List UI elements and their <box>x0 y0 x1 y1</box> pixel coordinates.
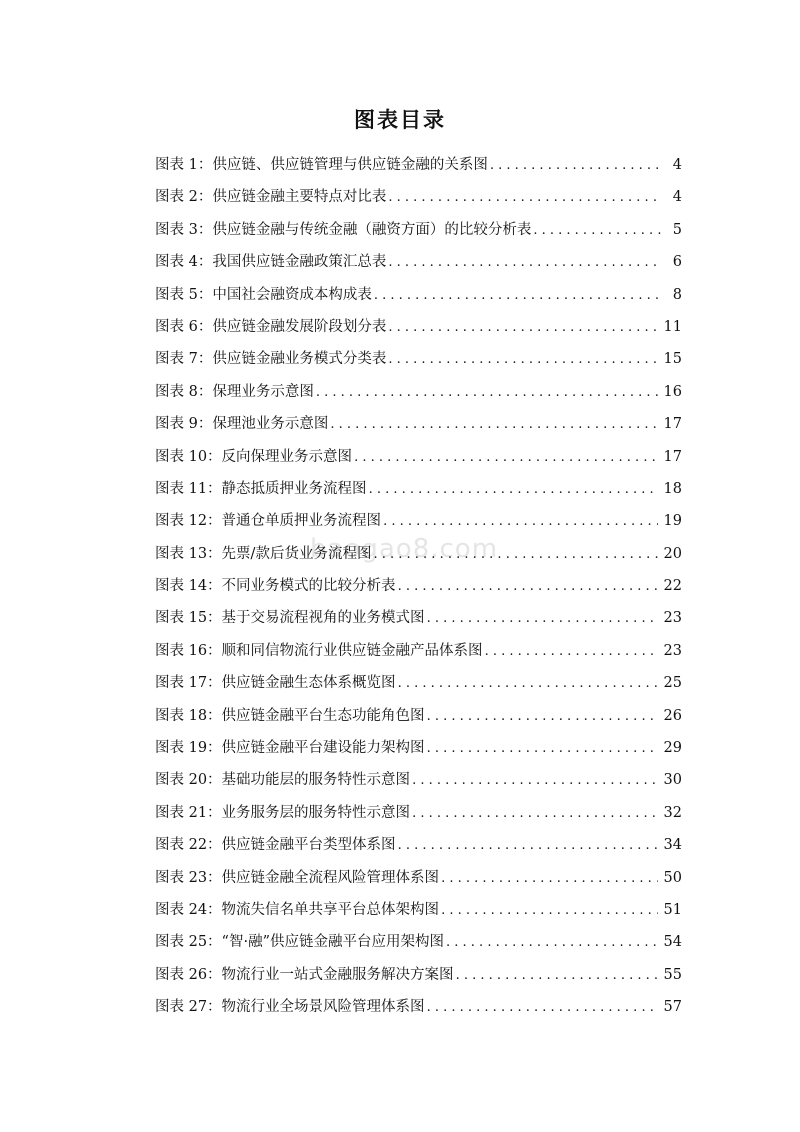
toc-entry[interactable] <box>155 574 682 606</box>
toc-entry[interactable] <box>155 315 682 347</box>
toc-entry-page-number: 8 <box>672 286 682 303</box>
toc-dot-leader <box>373 547 657 562</box>
toc-entry[interactable] <box>155 412 682 444</box>
toc-dot-leader <box>398 676 658 691</box>
toc-dot-leader <box>398 838 658 853</box>
toc-dot-leader <box>383 514 657 529</box>
watermark: baogao8.com <box>310 534 499 564</box>
toc-entry-page-number: 18 <box>663 480 682 497</box>
toc-entry-label: 图表 13：先票/款后货业务流程图 <box>155 545 372 562</box>
toc-entry-page-number: 22 <box>663 578 682 595</box>
toc-dot-leader <box>412 806 657 821</box>
toc-entry-label: 图表 20：基础功能层的服务特性示意图 <box>155 772 411 789</box>
toc-entry[interactable] <box>155 768 682 800</box>
toc-entry-label: 图表 8：保理业务示意图 <box>155 383 314 400</box>
toc-entry-page-number: 15 <box>663 351 682 368</box>
toc-entry-label: 图表 2：供应链金融主要特点对比表 <box>155 189 387 206</box>
toc-entry-label: 图表 9：保理池业务示意图 <box>155 416 329 433</box>
toc-entry-label: 图表 23：供应链金融全流程风险管理体系图 <box>155 869 440 886</box>
toc-entry-page-number: 50 <box>663 869 682 886</box>
toc-entry[interactable] <box>155 542 682 574</box>
toc-entry[interactable] <box>155 801 682 833</box>
toc-entry-page-number: 20 <box>663 545 682 562</box>
toc-entry-page-number: 6 <box>672 254 682 271</box>
toc-entry-page-number: 11 <box>663 318 682 335</box>
toc-dot-leader <box>446 935 658 950</box>
toc-entry-label: 图表 14：不同业务模式的比较分析表 <box>155 578 396 595</box>
toc-entry-label: 图表 6：供应链金融发展阶段划分表 <box>155 318 387 335</box>
toc-entry[interactable] <box>155 704 682 736</box>
toc-dot-leader <box>388 320 657 335</box>
toc-entry-label: 图表 15：基于交易流程视角的业务模式图 <box>155 610 425 627</box>
toc-entry[interactable] <box>155 995 682 1027</box>
toc-entry-page-number: 19 <box>663 513 682 530</box>
toc-dot-leader <box>316 385 658 400</box>
page-title: 图表目录 <box>354 108 446 132</box>
toc-dot-leader <box>490 158 662 173</box>
toc-entry-label: 图表 11：静态抵质押业务流程图 <box>155 480 367 497</box>
toc-entry[interactable] <box>155 898 682 930</box>
toc-dot-leader <box>354 450 657 465</box>
toc-entry[interactable] <box>155 445 682 477</box>
toc-dot-leader <box>330 417 657 432</box>
toc-dot-leader <box>427 1000 658 1015</box>
toc-entry[interactable] <box>155 509 682 541</box>
toc-entry-page-number: 57 <box>663 999 682 1016</box>
toc-dot-leader <box>388 255 662 270</box>
toc-entry[interactable] <box>155 639 682 671</box>
toc-entry-page-number: 26 <box>663 707 682 724</box>
toc-entry-page-number: 51 <box>663 901 682 918</box>
toc-entry-page-number: 16 <box>663 383 682 400</box>
toc-dot-leader <box>369 482 658 497</box>
toc-entry-page-number: 23 <box>663 610 682 627</box>
toc-entry[interactable] <box>155 963 682 995</box>
toc-entry-page-number: 55 <box>663 966 682 983</box>
toc-dot-leader <box>427 611 658 626</box>
toc-entry[interactable] <box>155 218 682 250</box>
toc-entry-label: 图表 27：物流行业全场景风险管理体系图 <box>155 999 425 1016</box>
toc-entry-page-number: 29 <box>663 740 682 757</box>
toc-entry-label: 图表 3：供应链金融与传统金融（融资方面）的比较分析表 <box>155 221 532 238</box>
toc-entry[interactable] <box>155 671 682 703</box>
toc-entry[interactable] <box>155 185 682 217</box>
toc-entry[interactable] <box>155 250 682 282</box>
toc-dot-leader <box>412 773 657 788</box>
toc-dot-leader <box>374 288 662 303</box>
toc-entry-label: 图表 25：“智·融”供应链金融平台应用架构图 <box>155 934 444 951</box>
toc-entry-label: 图表 4：我国供应链金融政策汇总表 <box>155 254 387 271</box>
toc-dot-leader <box>388 352 657 367</box>
toc-entry-label: 图表 18：供应链金融平台生态功能角色图 <box>155 707 425 724</box>
toc-entry-label: 图表 26：物流行业一站式金融服务解决方案图 <box>155 966 454 983</box>
toc-dot-leader <box>441 903 657 918</box>
toc-entry[interactable] <box>155 833 682 865</box>
toc-entry-label: 图表 17：供应链金融生态体系概览图 <box>155 675 396 692</box>
toc-entry-label: 图表 5：中国社会融资成本构成表 <box>155 286 372 303</box>
toc-entry[interactable] <box>155 930 682 962</box>
toc-entry-label: 图表 21：业务服务层的服务特性示意图 <box>155 804 411 821</box>
toc-entry-page-number: 25 <box>663 675 682 692</box>
toc-dot-leader <box>456 968 658 983</box>
toc-entry-label: 图表 7：供应链金融业务模式分类表 <box>155 351 387 368</box>
toc-entry-page-number: 32 <box>663 804 682 821</box>
toc-entry-page-number: 54 <box>663 934 682 951</box>
toc-entry-label: 图表 24：物流失信名单共享平台总体架构图 <box>155 901 440 918</box>
toc-entry[interactable] <box>155 283 682 315</box>
toc-entry-page-number: 17 <box>663 448 682 465</box>
toc-entry-page-number: 4 <box>672 157 682 173</box>
toc-entry-label: 图表 12：普通仓单质押业务流程图 <box>155 513 382 530</box>
toc-entry-page-number: 34 <box>663 837 682 854</box>
toc-entry-page-number: 30 <box>663 772 682 789</box>
toc-entry-page-number: 5 <box>672 221 682 238</box>
toc-dot-leader <box>388 190 662 205</box>
toc-entry-label: 图表 1：供应链、供应链管理与供应链金融的关系图 <box>155 157 488 173</box>
toc-entry-page-number: 17 <box>663 416 682 433</box>
toc-dot-leader <box>427 741 658 756</box>
toc-entry[interactable] <box>155 380 682 412</box>
toc-list <box>155 153 682 1028</box>
toc-entry[interactable] <box>155 866 682 898</box>
toc-dot-leader <box>427 709 658 724</box>
toc-dot-leader <box>533 223 662 238</box>
toc-entry-label: 图表 10：反向保理业务示意图 <box>155 448 353 465</box>
toc-entry[interactable] <box>155 606 682 638</box>
toc-dot-leader <box>485 644 658 659</box>
toc-entry[interactable] <box>155 347 682 379</box>
toc-entry-label: 图表 16：顺和同信物流行业供应链金融产品体系图 <box>155 642 483 659</box>
toc-entry[interactable] <box>155 736 682 768</box>
toc-entry-page-number: 23 <box>663 642 682 659</box>
toc-dot-leader <box>398 579 658 594</box>
toc-dot-leader <box>441 871 657 886</box>
toc-entry-label: 图表 19：供应链金融平台建设能力架构图 <box>155 740 425 757</box>
toc-entry[interactable] <box>155 153 682 185</box>
toc-entry-page-number: 4 <box>672 189 682 206</box>
toc-entry[interactable] <box>155 477 682 509</box>
toc-entry-label: 图表 22：供应链金融平台类型体系图 <box>155 837 396 854</box>
